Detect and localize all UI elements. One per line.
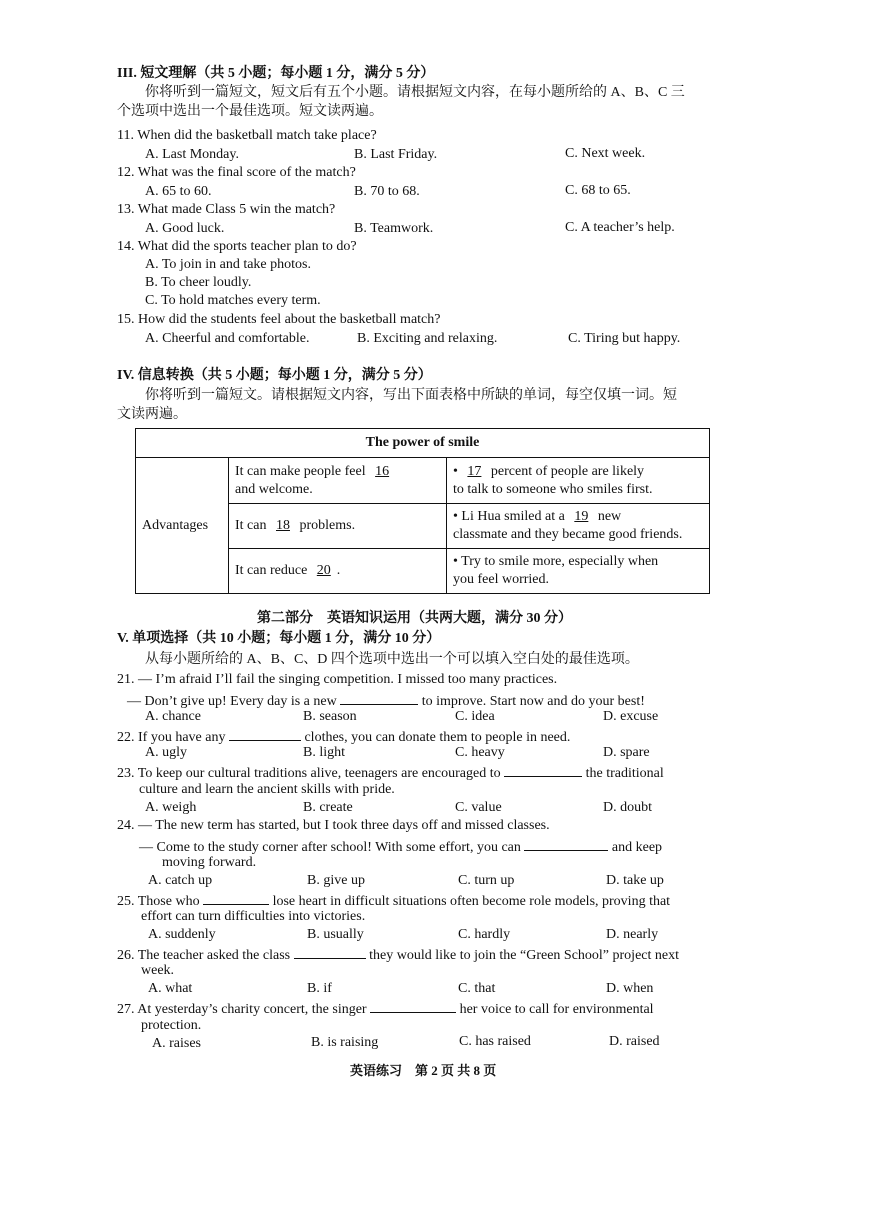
question-11: 11. When did the basketball match take place?	[117, 128, 377, 143]
blank-20: 20	[316, 563, 331, 578]
answer-blank	[504, 762, 582, 777]
q24-option-b: B. give up	[307, 873, 365, 888]
q27-option-a: A. raises	[152, 1036, 201, 1051]
text: to improve. Start now and do your best!	[421, 694, 645, 709]
answer-blank	[524, 836, 608, 851]
q21-option-a: A. chance	[145, 709, 201, 724]
q24-option-a: A. catch up	[148, 873, 213, 888]
question-21-line-2	[127, 690, 645, 711]
q21-option-d: D. excuse	[603, 709, 659, 724]
text: the traditional	[585, 766, 664, 781]
cell-text: • Li Hua smiled at a	[453, 509, 565, 524]
blank-18: 18	[275, 518, 290, 533]
blank-17: 17	[467, 463, 482, 479]
q13-option-b: B. Teamwork.	[354, 221, 434, 236]
q21-option-c: C. idea	[455, 709, 495, 724]
q14-option-c: C. To hold matches every term.	[145, 293, 321, 308]
q26-option-a: A. what	[148, 981, 193, 996]
answer-blank	[370, 998, 456, 1013]
cell-text: .	[336, 563, 341, 578]
blank-19: 19	[574, 509, 589, 524]
blank-16: 16	[375, 463, 390, 479]
q15-option-c: C. Tiring but happy.	[568, 331, 681, 346]
q27-option-b: B. is raising	[311, 1035, 379, 1050]
part-2-heading: 第二部分 英语知识运用（共两大题，满分 30 分）	[257, 611, 572, 626]
q22-option-c: C. heavy	[455, 745, 505, 760]
table-cell-20	[229, 549, 447, 594]
q15-option-a: A. Cheerful and comfortable.	[145, 331, 310, 346]
q23-option-a: A. weigh	[145, 800, 197, 815]
cell-text: percent of people are likely	[490, 463, 645, 479]
q11-option-a: A. Last Monday.	[145, 147, 239, 162]
table-cell-19	[447, 504, 710, 549]
q14-option-a: A. To join in and take photos.	[145, 257, 311, 272]
text: 25. Those who	[117, 894, 200, 909]
q12-option-a: A. 65 to 60.	[145, 184, 212, 199]
q14-option-b: B. To cheer loudly.	[145, 275, 252, 290]
q22-option-a: A. ugly	[145, 745, 187, 760]
text: 23. To keep our cultural traditions alive, teenagers are encouraged to	[117, 766, 501, 781]
cell-text: problems.	[299, 518, 356, 533]
cell-text: It can	[235, 518, 267, 533]
text: they would like to join the “Green School” project next	[369, 948, 679, 963]
text: her voice to call for environmental	[459, 1002, 654, 1017]
section-4-instruction-2: 文读两遍。	[117, 407, 187, 422]
text: 26. The teacher asked the class	[117, 948, 291, 963]
section-3-instruction-1: 你将听到一篇短文，短文后有五个小题。请根据短文内容，在每小题所给的 A、B、C 三	[145, 85, 685, 100]
answer-blank	[294, 944, 366, 959]
question-23-line-1	[117, 762, 664, 783]
q26-option-b: B. if	[307, 981, 332, 996]
table-row-label: Advantages	[136, 458, 229, 594]
question-24-line-3: moving forward.	[162, 855, 257, 870]
cell-text: It can make people feel	[235, 463, 366, 479]
cell-text: you feel worried.	[453, 572, 550, 587]
q23-option-b: B. create	[303, 800, 353, 815]
section-5-instruction: 从每小题所给的 A、B、C、D 四个选项中选出一个可以填入空白处的最佳选项。	[145, 652, 639, 667]
q13-option-a: A. Good luck.	[145, 221, 225, 236]
page-footer: 英语练习 第 2 页 共 8 页	[350, 1063, 497, 1078]
section-4-instruction-1: 你将听到一篇短文。请根据短文内容，写出下面表格中所缺的单词，每空仅填一词。短	[145, 388, 677, 403]
question-12: 12. What was the final score of the match?	[117, 165, 356, 180]
q21-option-b: B. season	[303, 709, 357, 724]
section-4-heading: IV. 信息转换（共 5 小题；每小题 1 分，满分 5 分）	[117, 368, 432, 383]
q23-option-c: C. value	[455, 800, 502, 815]
text: — Don’t give up! Every day is a new	[127, 694, 337, 709]
question-21-line-1: 21. — I’m afraid I’ll fail the singing competition. I missed too many practices.	[117, 672, 558, 687]
q24-option-c: C. turn up	[458, 873, 515, 888]
table-cell-tip	[447, 549, 710, 594]
question-24-line-1: 24. — The new term has started, but I took three days off and missed classes.	[117, 818, 550, 833]
question-26-line-2: week.	[141, 963, 175, 978]
q12-option-b: B. 70 to 68.	[354, 184, 420, 199]
bullet: •	[453, 463, 458, 479]
cell-text: new	[597, 509, 622, 524]
q25-option-a: A. suddenly	[148, 927, 216, 942]
cell-text: classmate and they became good friends.	[453, 527, 683, 542]
q24-option-d: D. take up	[606, 873, 664, 888]
q25-option-c: C. hardly	[458, 927, 511, 942]
q15-option-b: B. Exciting and relaxing.	[357, 331, 498, 346]
text: clothes, you can donate them to people in need.	[304, 730, 571, 745]
answer-blank	[229, 726, 301, 741]
section-5-heading: V. 单项选择（共 10 小题；每小题 1 分，满分 10 分）	[117, 631, 441, 646]
q27-option-c: C. has raised	[459, 1034, 531, 1049]
question-27-line-2: protection.	[141, 1018, 202, 1033]
table-title: The power of smile	[136, 429, 710, 458]
text: lose heart in difficult situations often become role models, proving that	[272, 894, 671, 909]
text: and keep	[611, 840, 663, 855]
q22-option-b: B. light	[303, 745, 346, 760]
cell-text: and welcome.	[235, 481, 313, 497]
q11-option-c: C. Next week.	[565, 146, 646, 161]
table-cell-17	[447, 458, 710, 504]
question-13: 13. What made Class 5 win the match?	[117, 202, 336, 217]
cell-text: It can reduce	[235, 563, 308, 578]
cell-text: to talk to someone who smiles first.	[453, 481, 653, 497]
q13-option-c: C. A teacher’s help.	[565, 220, 675, 235]
info-table	[135, 428, 710, 594]
text: — Come to the study corner after school! With some effort, you can	[139, 840, 521, 855]
answer-blank	[203, 890, 269, 905]
table-cell-18	[229, 504, 447, 549]
q12-option-c: C. 68 to 65.	[565, 183, 631, 198]
question-15: 15. How did the students feel about the basketball match?	[117, 312, 441, 327]
question-27-line-1	[117, 998, 654, 1019]
q25-option-b: B. usually	[307, 927, 364, 942]
q11-option-b: B. Last Friday.	[354, 147, 438, 162]
q27-option-d: D. raised	[609, 1034, 660, 1049]
answer-blank	[340, 690, 418, 705]
q23-option-d: D. doubt	[603, 800, 652, 815]
q25-option-d: D. nearly	[606, 927, 659, 942]
question-26-line-1	[117, 944, 679, 965]
question-25-line-2: effort can turn difficulties into victories.	[141, 909, 366, 924]
text: 27. At yesterday’s charity concert, the singer	[117, 1002, 367, 1017]
question-23-line-2: culture and learn the ancient skills with pride.	[139, 782, 395, 797]
question-14: 14. What did the sports teacher plan to do?	[117, 239, 357, 254]
cell-text: • Try to smile more, especially when	[453, 554, 659, 569]
q26-option-c: C. that	[458, 981, 496, 996]
q26-option-d: D. when	[606, 981, 654, 996]
table-cell-16	[229, 458, 447, 504]
q22-option-d: D. spare	[603, 745, 650, 760]
section-3-heading: III. 短文理解（共 5 小题；每小题 1 分，满分 5 分）	[117, 66, 435, 81]
text: 22. If you have any	[117, 730, 226, 745]
section-3-instruction-2: 个选项中选出一个最佳选项。短文读两遍。	[117, 104, 383, 119]
